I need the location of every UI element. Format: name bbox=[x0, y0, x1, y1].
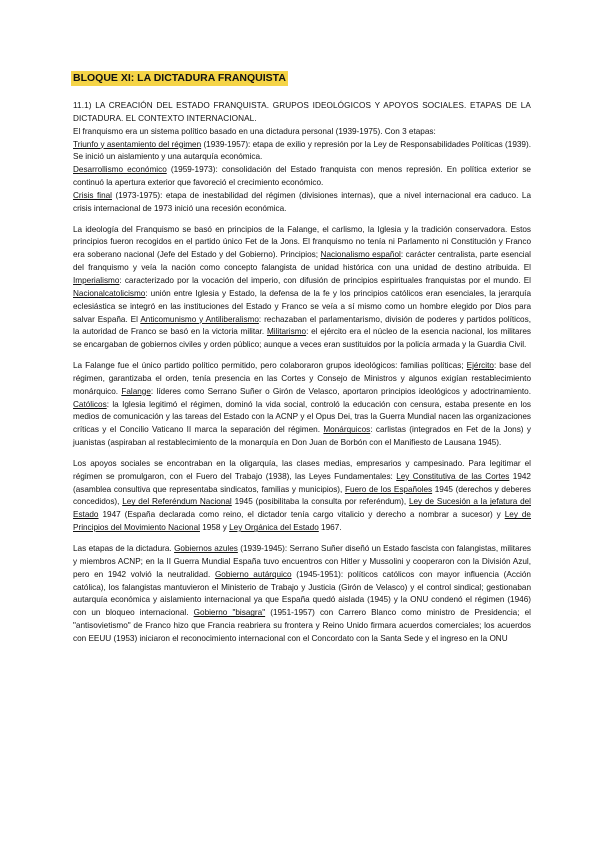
support-text: Los apoyos sociales se encontraban en la oligarquía, las clases medias, empresarios y campesinado. Para legitimar el régimen se promulgaron, con el Fuero del Trabajo (1938), las Leyes Fundamentales: bbox=[73, 458, 531, 481]
term-monarquicos: Monárquicos bbox=[323, 425, 371, 435]
families-text: : carlistas (integrados en Fet de la Jons) y juanistas (aspiraban al restablecimiento de la monarquía en Don Juan de Borbón con el Manifiesto de Lausana 1945). bbox=[73, 425, 531, 448]
term-anticomunismo: Anticomunismo y Antiliberalismo bbox=[140, 314, 259, 324]
document-body bbox=[73, 68, 531, 646]
support-text: 1958 y bbox=[199, 523, 230, 533]
stage-1-term: Triunfo y asentamiento del régimen bbox=[73, 139, 202, 149]
term-ley-organica: Ley Orgánica del Estado bbox=[229, 523, 319, 533]
stage-2-text: (1959-1973): consolidación del Estado franquista con menos represión. En política exterior se continuó la apertura exterior que favoreció el crecimiento económico. bbox=[73, 165, 531, 188]
stages-text: (1951-1957) con Carrero Blanco como ministro de Presidencia; el "antisovietismo" de Franco hizo que Francia reabriera su frontera y Reino Unido firmara acuerdos comerciales; los acuerdos con EEUU (1953) iniciaron el reconocimiento internacional con el Concordato con la Santa Sede y el ingreso en la ONU bbox=[73, 608, 531, 643]
term-fuero-espanoles: Fuero de los Españoles bbox=[344, 484, 433, 494]
stage-1-text: (1939-1957): etapa de exilio y represión por la Ley de Responsabilidades Políticas (1939). Se inició un aislamiento y una autarquía económica. bbox=[73, 139, 531, 162]
political-families-paragraph bbox=[73, 360, 531, 450]
stage-3-text: (1973-1975): etapa de inestabilidad del régimen (divisiones internas), que a nivel internacional era caduco. La crisis internacional de 1973 inició una recesión económica. bbox=[73, 190, 531, 213]
term-catolicos: Católicos bbox=[73, 399, 107, 409]
term-nacionalcatolicismo: Nacionalcatolicismo bbox=[73, 288, 146, 298]
families-text: : base del régimen, garantizaba el orden, tenía presencia en las Cortes y Consejo de Ministros y algunos exigían restablecimiento monárquico. bbox=[73, 361, 531, 396]
support-text: 1942 (asamblea consultiva que representaba sindicatos, familias y municipios), bbox=[73, 471, 531, 494]
ideology-text: : unión entre Iglesia y Estado, la defensa de la fe y los principios católicos eran esenciales, la jerarquía eclesiástica se integró en las instituciones del Estado y Franco se veía a sí mismo como un hombre elegido por Dios para salvar España. El bbox=[73, 288, 531, 324]
term-ley-sucesion: Ley de Sucesión a la jefatura del Estado bbox=[73, 497, 532, 520]
ideology-text: : rechazaban el parlamentarismo, división de poderes y partidos políticos, la autoridad de Franco se basó en la victoria militar. bbox=[73, 314, 531, 337]
term-nacionalismo: Nacionalismo español bbox=[320, 250, 401, 260]
term-gobierno-bisagra: Gobierno "bisagra" bbox=[193, 608, 266, 618]
stages-text: Las etapas de la dictadura. bbox=[73, 544, 175, 553]
term-gobierno-autarquico: Gobierno autárquico bbox=[214, 569, 292, 579]
support-text: 1945 (posibilitaba la consulta por referéndum), bbox=[231, 497, 409, 507]
stage-3-term: Crisis final bbox=[73, 190, 112, 200]
stages-paragraph bbox=[73, 543, 531, 646]
term-militarismo: Militarismo bbox=[266, 327, 307, 337]
ideology-text: : el ejército era el núcleo de la esencia nacional, los militares se encargaban de gobiernos civiles y orden público; aunque a veces eran sustituidos por la policía armada y la Guardia Civil. bbox=[73, 327, 531, 350]
social-support-paragraph bbox=[73, 458, 531, 535]
term-falange: Falange bbox=[121, 386, 151, 396]
term-ley-cortes: Ley Constitutiva de las Cortes bbox=[396, 471, 510, 481]
stages-text: (1939-1945): Serrano Suñer diseñó un Estado fascista con falangistas, militares y miembros ACNP; en la II Guerra Mundial España tuvo encuentros con Hitler y Mussolini y cooperaron con la División Azul, pero en 1942 volvió la neutralidad. bbox=[73, 544, 531, 579]
term-imperialismo: Imperialismo bbox=[73, 275, 120, 285]
ideology-paragraph bbox=[73, 224, 531, 352]
term-ley-principios: Ley de Principios del Movimiento Nacional bbox=[73, 510, 531, 533]
support-text: 1945 (derechos y deberes concedidos), bbox=[73, 484, 532, 507]
intro-paragraph bbox=[73, 126, 531, 216]
support-text: 1967. bbox=[318, 523, 342, 533]
families-text: La Falange fue el único partido político permitido, pero colaboraron grupos ideológicos: familias políticas; bbox=[73, 361, 467, 371]
page-title: BLOQUE XI: LA DICTADURA FRANQUISTA bbox=[73, 72, 286, 84]
stages-text: (1945-1951): políticos católicos con mayor influencia (Acción católica), los falangistas mantuvieron el Ministerio de Trabajo y Justicia (Girón de Velasco) y el control sindical; gestionaban autarquía económica y aislamiento internacional ya que España quedó aislada (1945) y la ONU condenó el régimen (1946) con un bloqueo internacional. bbox=[73, 569, 531, 618]
ideology-text: : carácter centralista, parte esencial del franquismo y veía la nación como concepto falangista de unidad histórica con una unidad de destino atribuida. El bbox=[73, 250, 531, 273]
support-text: 1947 (España declarada como reino, el dictador tenía cargo vitalicio y derecho a nombrar a sucesor) y bbox=[98, 510, 505, 520]
stage-2-term: Desarrollismo económico bbox=[73, 165, 167, 175]
term-gobiernos-azules: Gobiernos azules bbox=[174, 544, 238, 553]
intro-text: El franquismo era un sistema político basado en una dictadura personal (1939-1975). Con 3 etapas: bbox=[73, 126, 436, 136]
section-heading: 11.1) LA CREACIÓN DEL ESTADO FRANQUISTA. GRUPOS IDEOLÓGICOS Y APOYOS SOCIALES. ETAPAS DE LA DICTADURA. EL CONTEXTO INTERNACIONAL. bbox=[73, 101, 531, 123]
ideology-text: La ideología del Franquismo se basó en principios de la Falange, el carlismo, la Iglesia y la tradición conservadora. Estos principios fueron recogidos en el partido único Fet de la Jons. El franquismo no tenía ni Parlamento ni Constitución y Franco era soberano nacional (Jefe del Estado y del Gobierno). Principios; bbox=[73, 224, 531, 260]
term-ejercito: Ejército bbox=[466, 361, 494, 371]
families-text: : líderes como Serrano Suñer o Girón de Velasco, aportaron principios ideológicos y adoctrinamiento. bbox=[150, 386, 531, 396]
families-text: : la Iglesia legitimó el régimen, dominó la vida social, controló la educación con censura, estaba presente en los medios de comunicación y las tareas del Estado con la ACNP y el Opus Dei, tras la Guerra Mundial nacen las organizaciones críticas y el Concilio Vaticano II marca la separación del régimen. bbox=[73, 399, 531, 435]
ideology-text: : caracterizado por la vocación del imperio, con difusión de principios espirituales franquistas por el mundo. El bbox=[119, 275, 531, 285]
term-ley-referendum: Ley del Referéndum Nacional bbox=[122, 497, 232, 507]
